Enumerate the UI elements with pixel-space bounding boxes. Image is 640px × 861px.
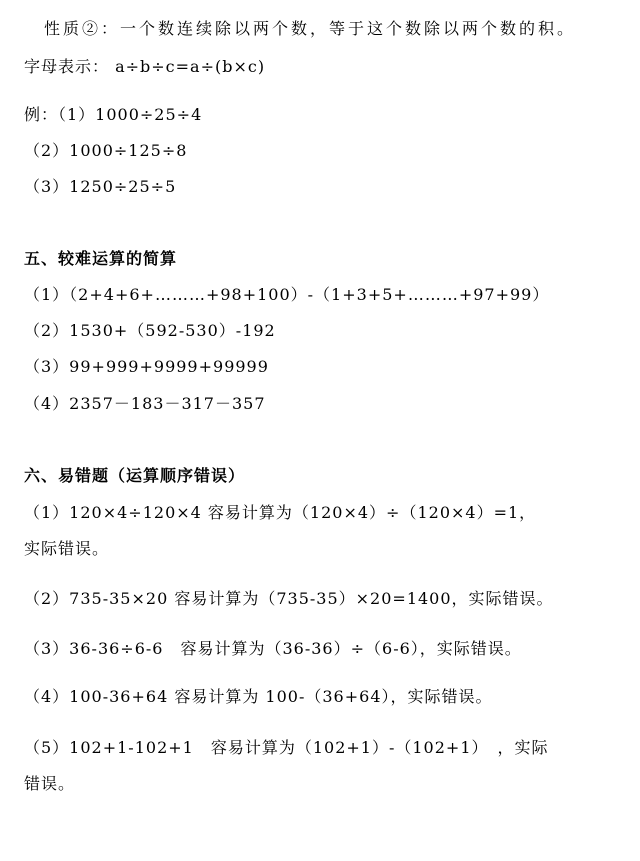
section-6-item-1-line-2: 实际错误。 [24, 539, 110, 558]
example-3: （3）1250÷25÷5 [24, 177, 177, 196]
section-5-item-2: （2）1530+（592-530）-192 [24, 321, 276, 340]
section-5-item-3: （3）99+999+9999+99999 [24, 357, 269, 376]
section-5-title: 五、较难运算的简算 [24, 249, 178, 268]
section-5-item-4: （4）2357－183－317－357 [24, 394, 266, 413]
section-6-title: 六、易错题（运算顺序错误） [24, 466, 246, 485]
section-6-item-3: （3）36-36÷6-6 容易计算为（36-36）÷（6-6），实际错误。 [24, 639, 522, 658]
section-6-item-5-line-1: （5）102+1-102+1 容易计算为（102+1）-（102+1） ，实际 [24, 738, 549, 757]
section-5-item-1: （1）（2+4+6+………+98+100）-（1+3+5+………+97+99） [24, 285, 550, 304]
example-2: （2）1000÷125÷8 [24, 141, 188, 160]
example-1: 例：（1）1000÷25÷4 [24, 105, 203, 124]
section-6-item-1-line-1: （1）120×4÷120×4 容易计算为（120×4）÷（120×4）=1， [24, 503, 537, 522]
section-6-item-5-line-2: 错误。 [24, 774, 76, 793]
property2-statement: 性质②：一个数连续除以两个数，等于这个数除以两个数的积。 [44, 19, 577, 38]
property2-formula: 字母表示： a÷b÷c=a÷(b×c) [24, 57, 266, 76]
section-6-item-2: （2）735-35×20 容易计算为（735-35）×20=1400，实际错误。 [24, 589, 554, 608]
section-6-item-4: （4）100-36+64 容易计算为 100-（36+64），实际错误。 [24, 687, 493, 706]
